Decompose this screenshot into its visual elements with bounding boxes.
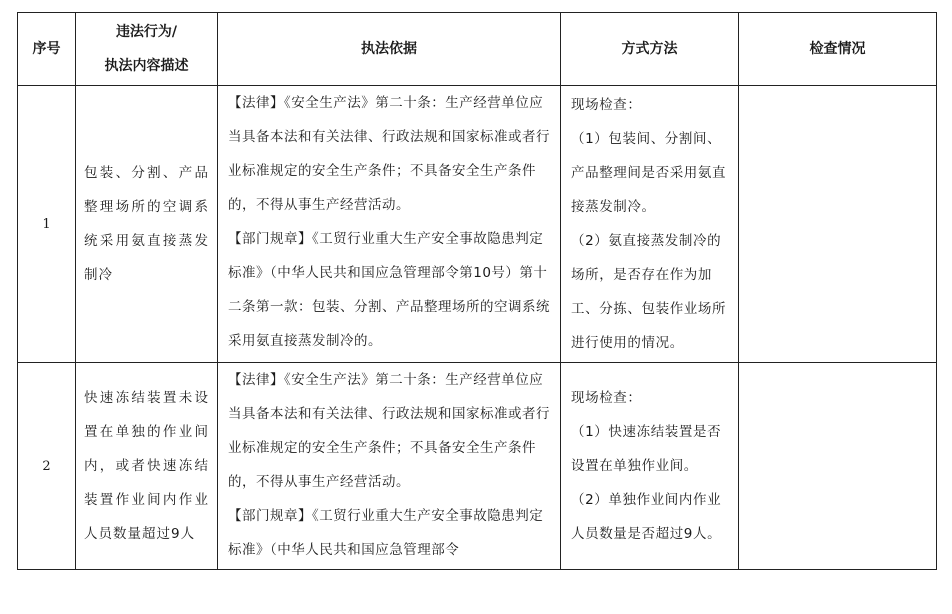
row-basis xyxy=(218,86,561,363)
method-paragraph: （2）氨直接蒸发制冷的场所，是否存在作为加工、分拣、包装作业场所进行使用的情况。 xyxy=(571,233,727,351)
header-check: 检查情况 xyxy=(739,13,937,86)
header-desc xyxy=(76,13,218,86)
header-desc-line1: 违法行为/ xyxy=(115,24,178,40)
row-idx: 1 xyxy=(18,86,76,363)
header-row xyxy=(18,13,937,86)
method-paragraph: 现场检查： xyxy=(571,97,642,113)
row-desc: 包装、分割、产品整理场所的空调系统采用氨直接蒸发制冷 xyxy=(76,86,218,363)
basis-paragraph: 【法律】《安全生产法》第二十条：生产经营单位应当具备本法和有关法律、行政法规和国家标准或者行业标准规定的安全生产条件；不具备安全生产条件的，不得从事生产经营活动。 xyxy=(228,372,550,490)
method-paragraph: （1）包装间、分割间、产品整理间是否采用氨直接蒸发制冷。 xyxy=(571,131,727,215)
row-method xyxy=(561,363,739,570)
row-method xyxy=(561,86,739,363)
basis-paragraph: 【部门规章】《工贸行业重大生产安全事故隐患判定标准》（中华人民共和国应急管理部令 xyxy=(228,508,544,558)
basis-clip xyxy=(228,363,554,569)
method-paragraph: （2）单独作业间内作业人员数量是否超过9人。 xyxy=(571,492,722,542)
method-paragraph: （1）快速冻结装置是否设置在单独作业间。 xyxy=(571,424,722,474)
basis-paragraph: 【法律】《安全生产法》第二十条：生产经营单位应当具备本法和有关法律、行政法规和国家标准或者行业标准规定的安全生产条件；不具备安全生产条件的，不得从事生产经营活动。 xyxy=(228,95,550,213)
basis-paragraph: 【部门规章】《工贸行业重大生产安全事故隐患判定标准》（中华人民共和国应急管理部令第10号）第十二条第一款：包装、分割、产品整理场所的空调系统采用氨直接蒸发制冷的。 xyxy=(228,231,550,349)
table-row xyxy=(18,363,937,570)
row-check xyxy=(739,86,937,363)
enforcement-table xyxy=(17,12,937,570)
table-row xyxy=(18,86,937,363)
header-method: 方式方法 xyxy=(561,13,739,86)
header-desc-line2: 执法内容描述 xyxy=(104,58,189,74)
header-basis: 执法依据 xyxy=(218,13,561,86)
row-desc: 快速冻结装置未设置在单独的作业间内，或者快速冻结装置作业间内作业人员数量超过9人 xyxy=(76,363,218,570)
row-basis xyxy=(218,363,561,570)
row-check xyxy=(739,363,937,570)
method-paragraph: 现场检查： xyxy=(571,390,642,406)
header-idx: 序号 xyxy=(18,13,76,86)
row-idx: 2 xyxy=(18,363,76,570)
